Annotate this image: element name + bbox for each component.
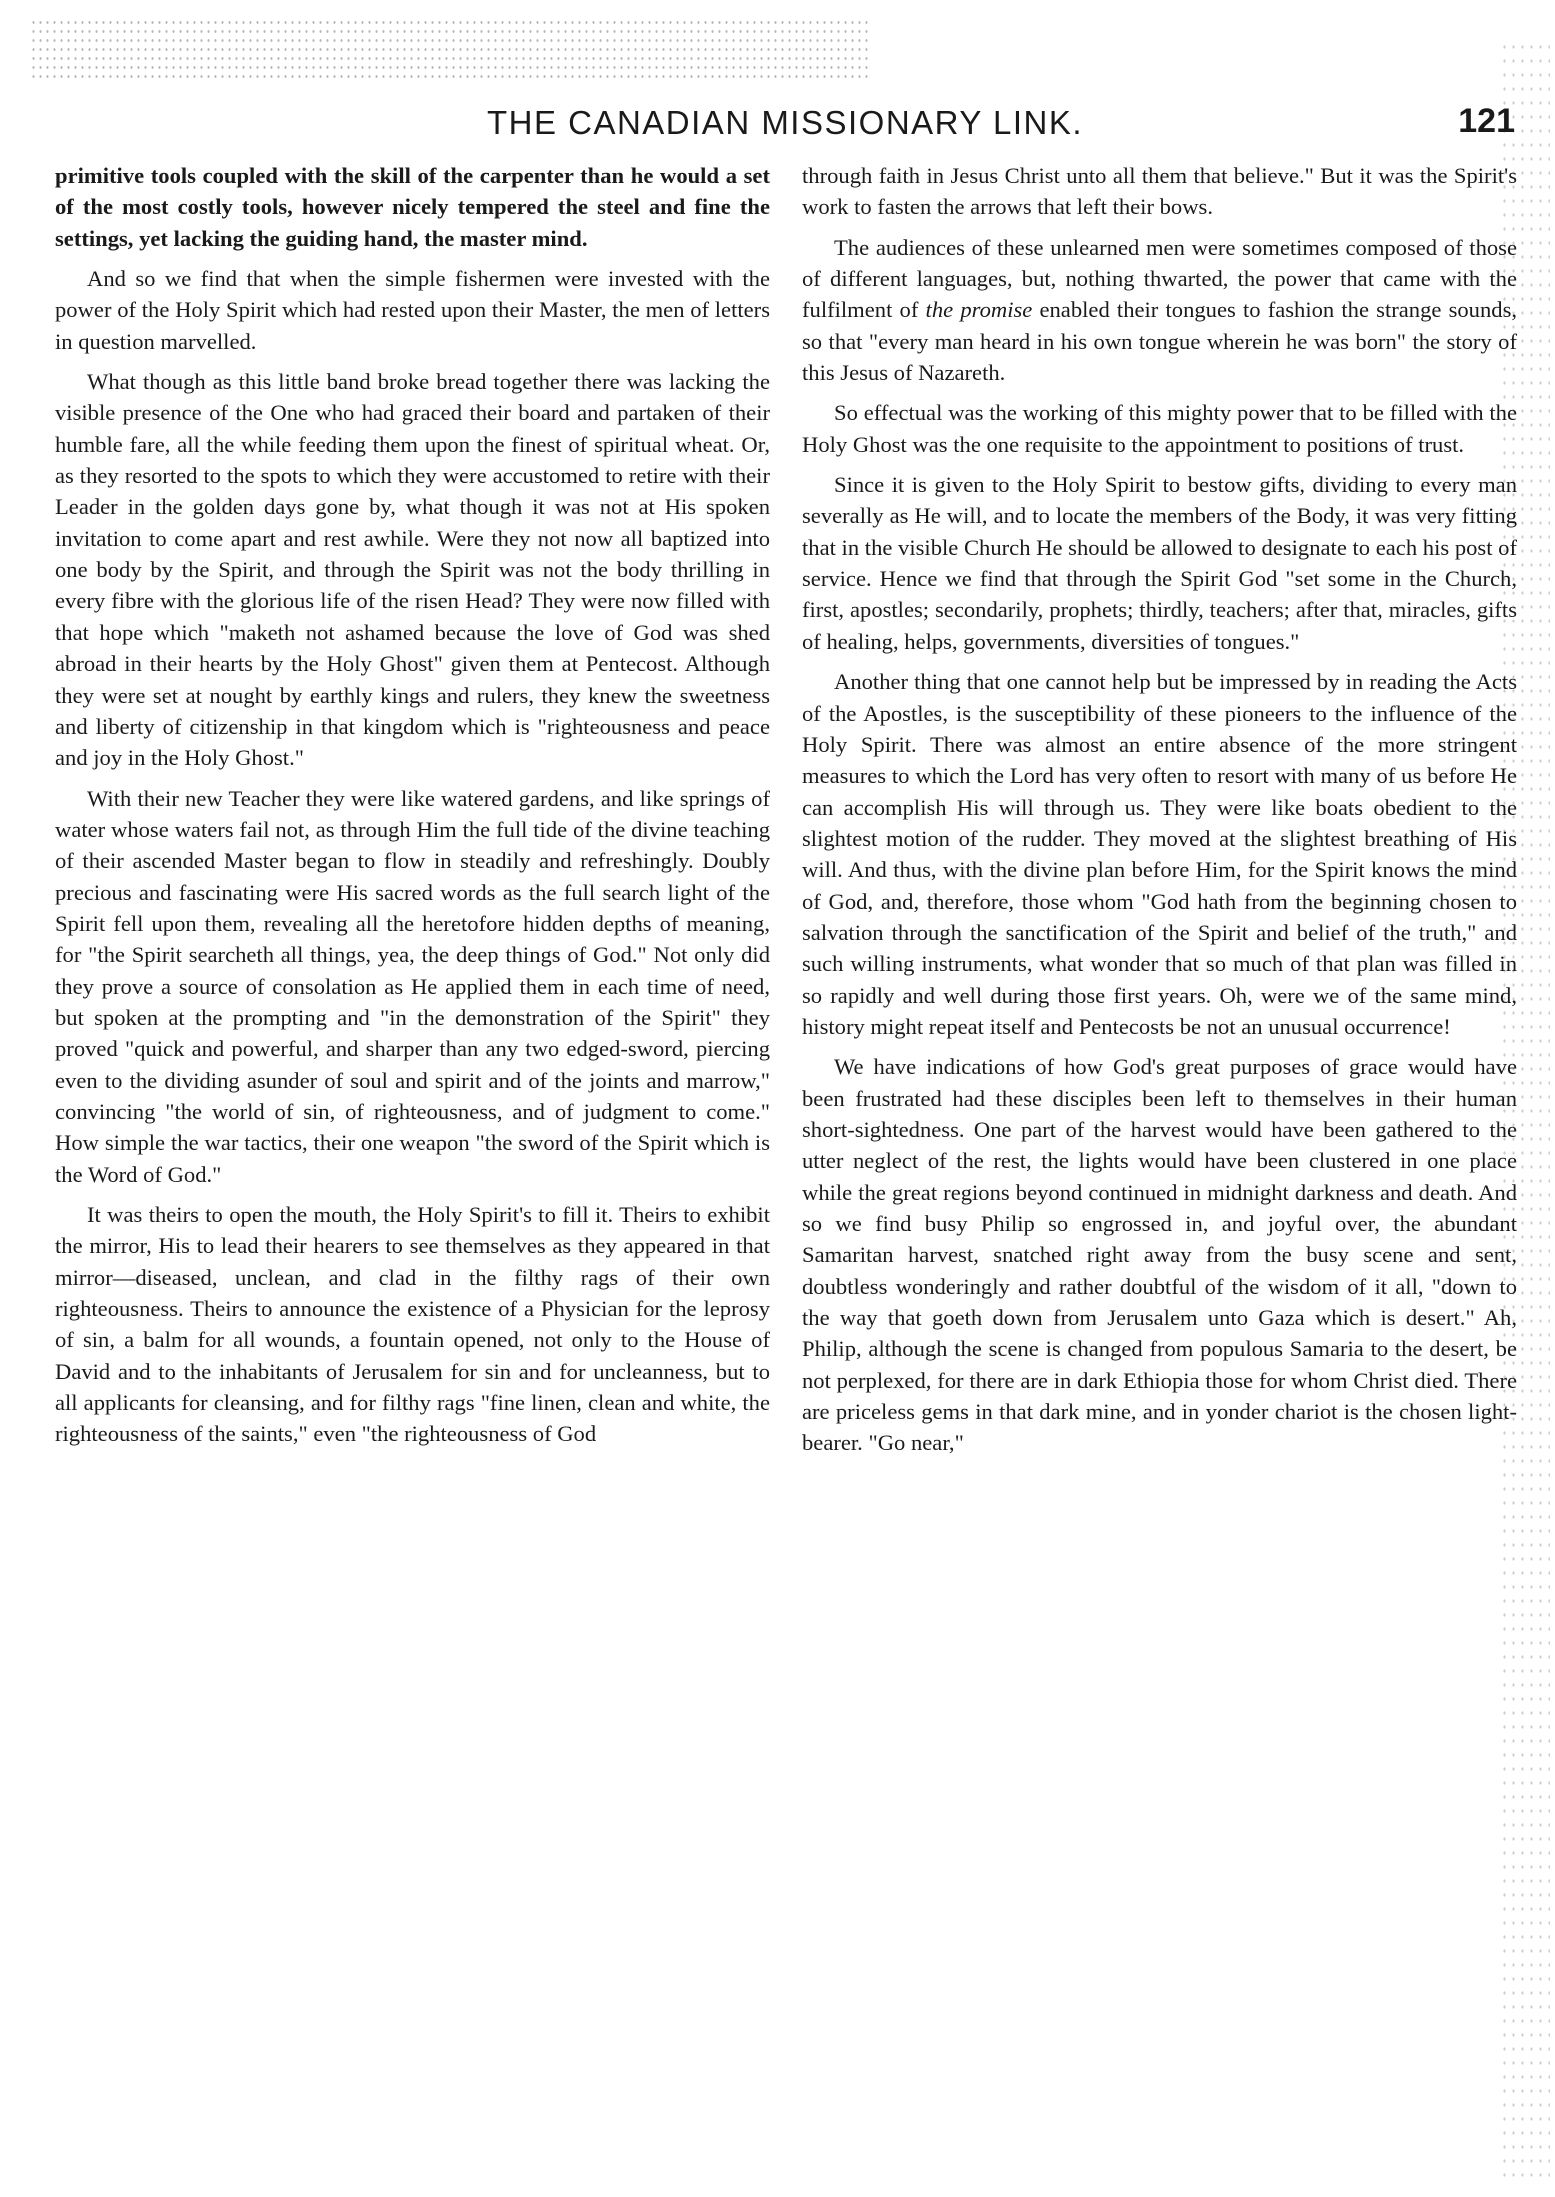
paragraph: Another thing that one cannot help but be impressed by in reading the Acts of the Apostles, is the susceptibility of these pioneers to the influence of the Holy Spirit. There was almost an entire absence of the more stringent measures to which the Lord has very often to resort with many of us before He can accomplish His will through us. They were like boats obedient to the slightest motion of the rudder. They moved at the slightest breathing of His will. And thus, with the divine plan before Him, for the Spirit knows the mind of God, and, therefore, those whom "God hath from the beginning chosen to salvation through the sanctification of the Spirit and belief of the truth," and such willing instruments, what wonder that so much of that plan was filled in so rapidly and well during those first years. Oh, were we of the same mind, history might repeat itself and Pentecosts be not an unusual occurrence! [802, 669, 1517, 1039]
paragraph-continued: through faith in Jesus Christ unto all them that believe." But it was the Spirit's work to fasten the arrows that left their bows. [802, 163, 1517, 220]
emphasis: the promise [925, 297, 1033, 323]
paragraph: Since it is given to the Holy Spirit to bestow gifts, dividing to every man severally as He will, and to locate the members of the Body, it was very fitting that in the visible Church He should be allowed to designate to each his post of service. Hence we find that through the Spirit God "set some in the Church, first, apostles; secondarily, prophets; thirdly, teachers; after that, miracles, gifts of healing, helps, governments, diversities of tongues." [802, 472, 1517, 654]
text-run: enabled their tongues to fashion the strange sounds, so that "every man heard in his own tongue wherein he was born" the story of this Jesus of Nazareth. [802, 297, 1517, 386]
page-header [55, 100, 1515, 150]
paragraph [802, 232, 1517, 389]
paragraph: We have indications of how God's great purposes of grace would have been frustrated had these disciples been left to themselves in their human short-sightedness. One part of the harvest would have been gathered to the utter neglect of the rest, the lights would have been clustered in one place while the great regions beyond continued in midnight darkness and death. And so we find busy Philip so engrossed in, and joyful over, the abundant Samaritan harvest, snatched right away from the busy scene and sent, doubtless wonderingly and rather doubtful of the wisdom of it all, "down to the way that goeth down from Jerusalem unto Gaza which is desert." Ah, Philip, although the scene is changed from populous Samaria to the desert, be not perplexed, for there are in dark Ethiopia those for whom Christ died. There are priceless gems in that dark mine, and in yonder chariot is the chosen light-bearer. "Go near," [802, 1054, 1517, 1456]
scan-noise-top [30, 18, 870, 78]
text-run: The audiences of these unlearned men were sometimes composed of those of different languages, but, nothing thwarted, the power that came with the fulfilment of [802, 234, 1517, 323]
paragraph: So effectual was the working of this mighty power that to be filled with the Holy Ghost was the one requisite to the appointment to positions of trust. [802, 400, 1517, 457]
paragraph: It was theirs to open the mouth, the Holy Spirit's to fill it. Theirs to exhibit the mirror, His to lead their hearers to see themselves as they appeared in that mirror—diseased, unclean, and clad in the filthy rags of their own righteousness. Theirs to announce the existence of a Physician for the leprosy of sin, a balm for all wounds, a fountain opened, not only to the House of David and to the inhabitants of Jerusalem for sin and for uncleanness, but to all applicants for cleansing, and for filthy rags "fine linen, clean and white, the righteousness of the saints," even "the righteousness of God [55, 1202, 770, 1447]
running-title: THE CANADIAN MISSIONARY LINK. [486, 104, 1084, 141]
paragraph-continued: primitive tools coupled with the skill of the carpenter than he would a set of the most costly tools, however nicely tempered the steel and fine the settings, yet lacking the guiding hand, the master mind. [55, 163, 770, 251]
page-number: 121 [1458, 102, 1515, 140]
paragraph: With their new Teacher they were like watered gardens, and like springs of water whose waters fail not, as through Him the full tide of the divine teaching of their ascended Master began to flow in steadily and refreshingly. Doubly precious and fascinating were His sacred words as the full search light of the Spirit fell upon them, revealing all the heretofore hidden depths of meaning, for "the Spirit searcheth all things, yea, the deep things of God." Not only did they prove a source of consolation as He applied them in each time of need, but spoken at the prompting and "in the demonstration of the Spirit" they proved "quick and powerful, and sharper than any two edged-sword, piercing even to the dividing asunder of soul and spirit and of the joints and marrow," convincing "the world of sin, of righteousness, and of judgment to come." How simple the war tactics, their one weapon "the sword of the Spirit which is the Word of God." [55, 785, 770, 1187]
right-column [802, 160, 1517, 2170]
left-column [55, 160, 770, 2170]
paragraph: What though as this little band broke bread together there was lacking the visible presence of the One who had graced their board and partaken of their humble fare, all the while feeding them upon the finest of spiritual wheat. Or, as they resorted to the spots to which they were accustomed to retire with their Leader in the golden days gone by, what though it was not at His spoken invitation to come apart and rest awhile. Were they not now all baptized into one body by the Spirit, and through the Spirit was not the body thrilling in every fibre with the glorious life of the risen Head? They were now filled with that hope which "maketh not ashamed because the love of God was shed abroad in their hearts by the Holy Ghost" given them at Pentecost. Although they were set at nought by earthly kings and rulers, they knew the sweetness and liberty of citizenship in that kingdom which is "righteousness and peace and joy in the Holy Ghost." [55, 369, 770, 771]
paragraph: And so we find that when the simple fishermen were invested with the power of the Holy Spirit which had rested upon their Master, the men of letters in question marvelled. [55, 266, 770, 354]
